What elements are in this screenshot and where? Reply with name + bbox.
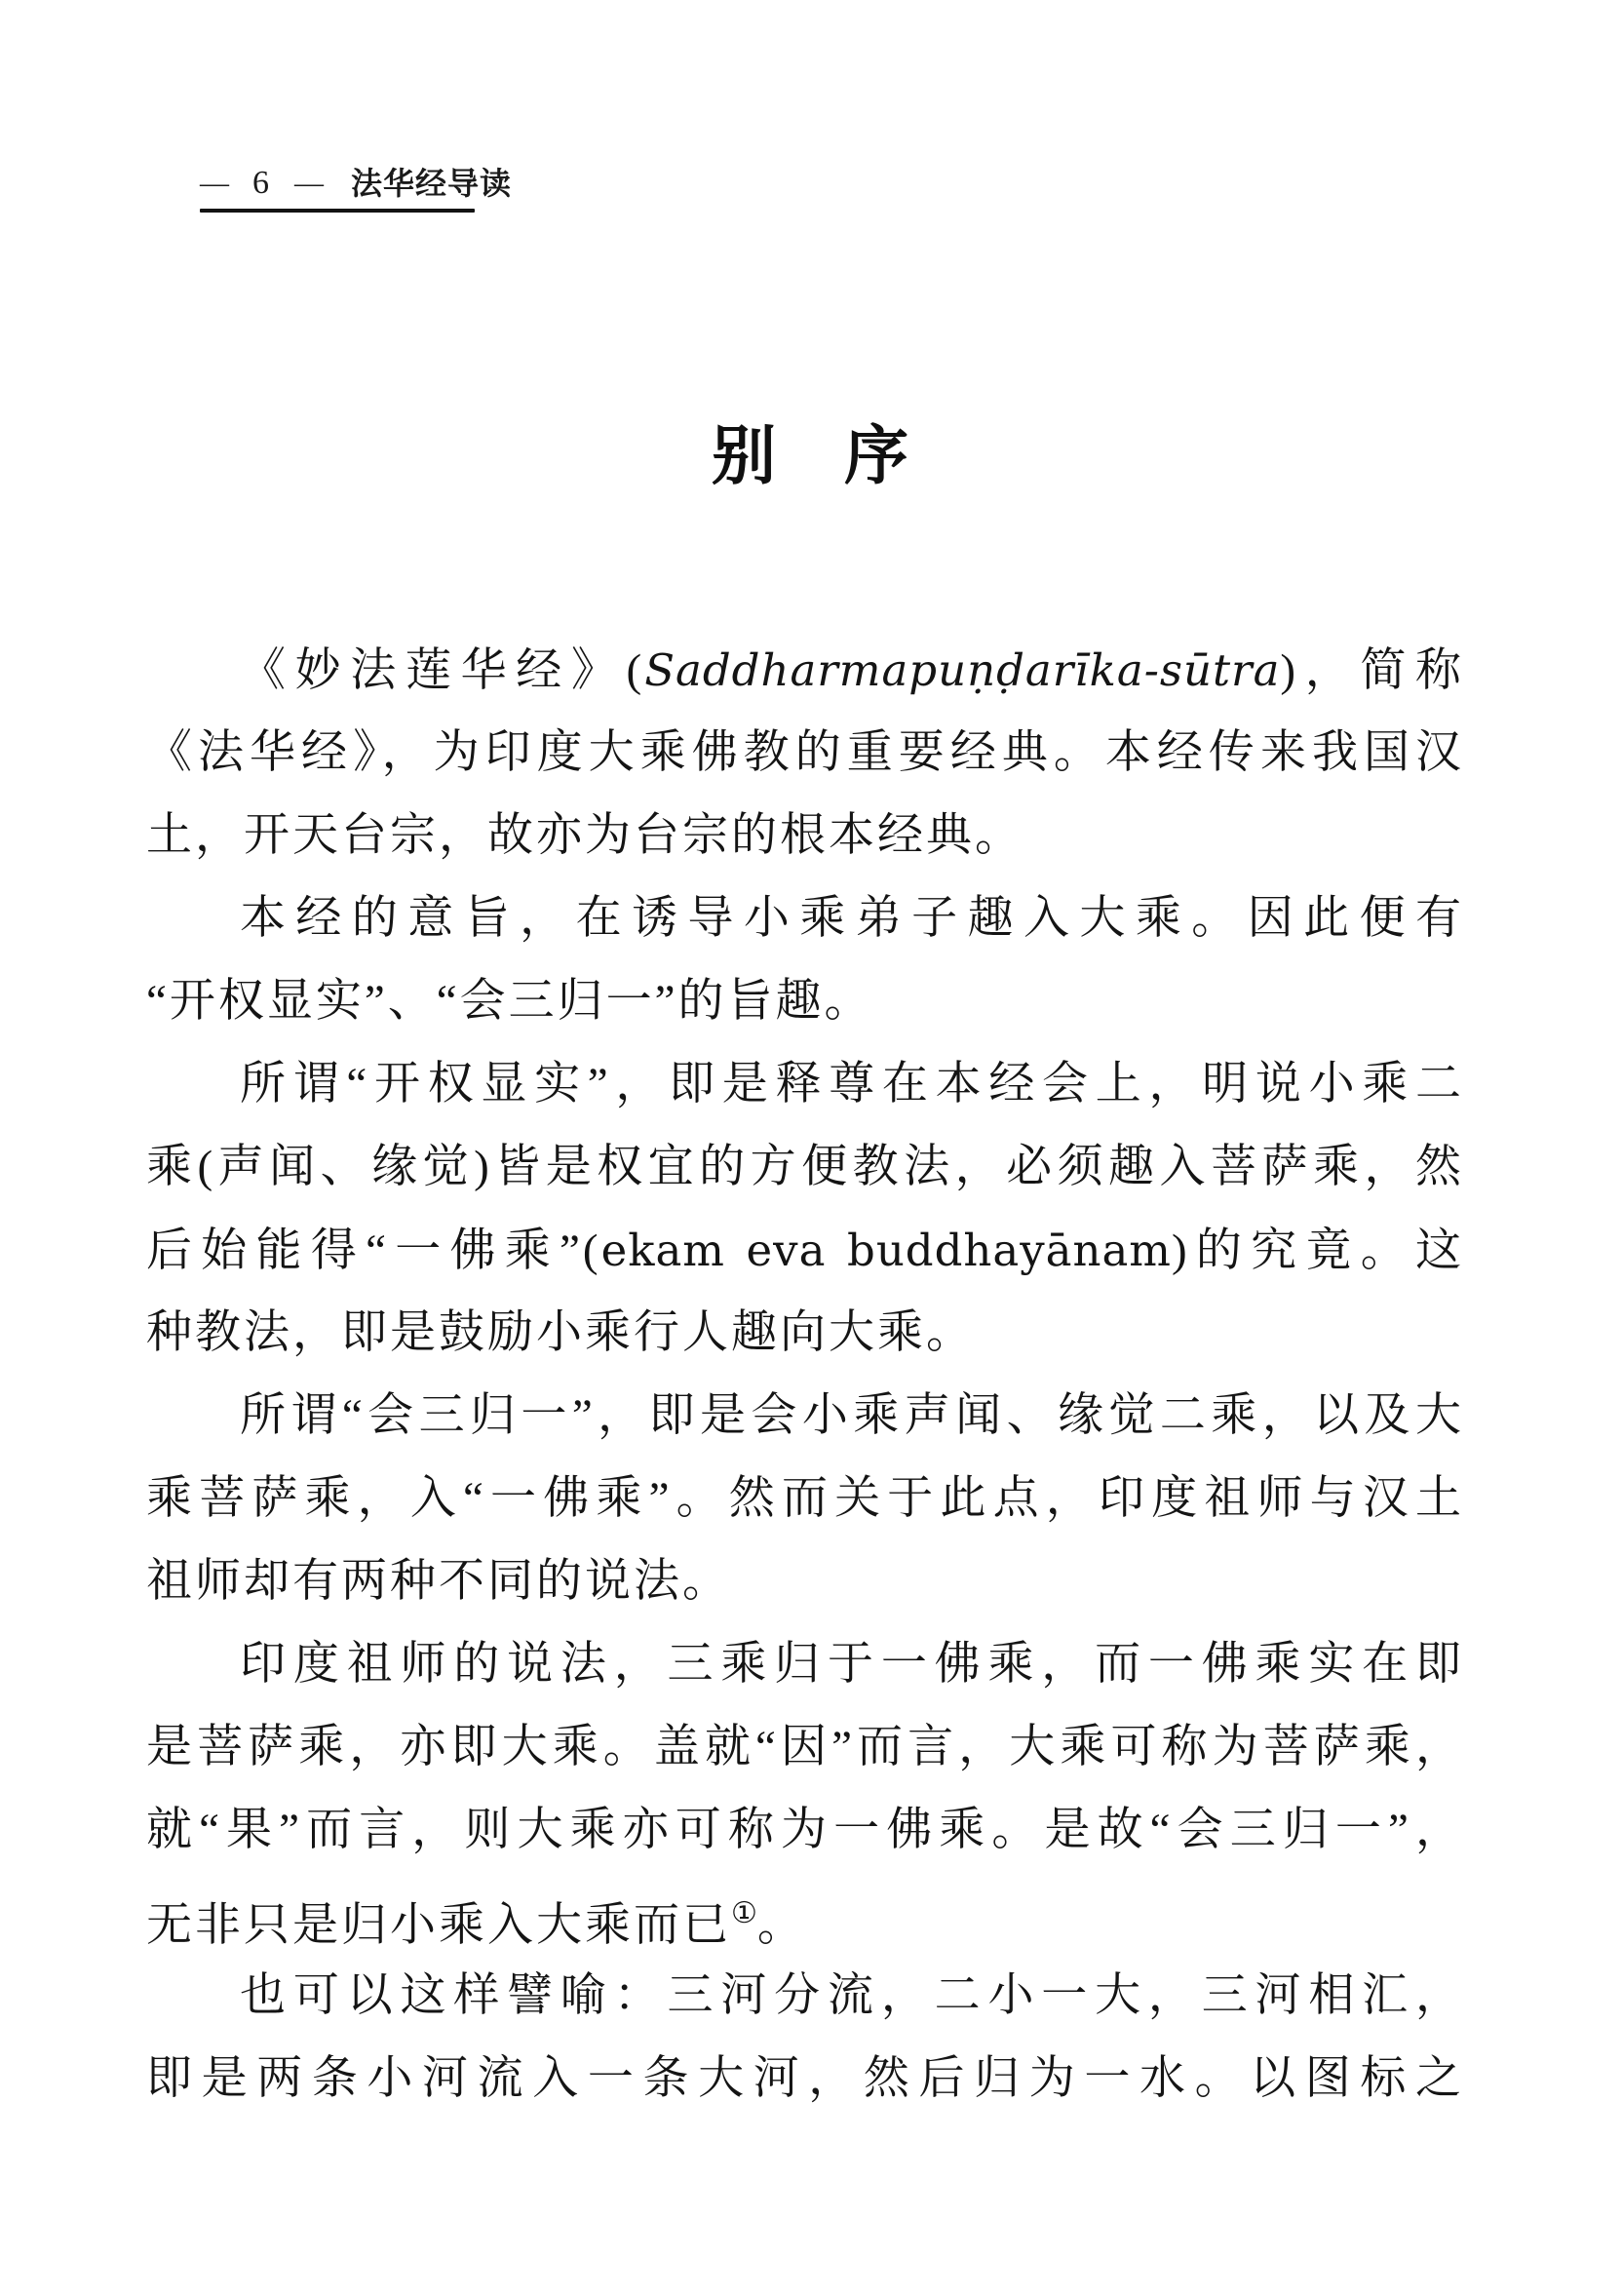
text-run: 印度祖师的说法，三乘归于一佛乘，而一佛乘实在即	[240, 1639, 1464, 1690]
text-line	[146, 877, 1464, 960]
text-line	[146, 1872, 1464, 1955]
page-number: 6	[252, 165, 269, 201]
text-line	[146, 1458, 1464, 1540]
text-run: 无非只是归小乘入大乘而已	[146, 1900, 731, 1951]
text-line	[146, 1043, 1464, 1126]
text-run: 所谓“开权显实”，即是释尊在本经会上，明说小乘二	[240, 1059, 1464, 1109]
text-line	[146, 1706, 1464, 1789]
text-line	[146, 1789, 1464, 1872]
text-run: 土，开天台宗，故亦为台宗的根本经典。	[146, 810, 1023, 861]
text-run: “开权显实”、“会三归一”的旨趣。	[146, 976, 873, 1027]
text-run: 。	[756, 1900, 806, 1951]
text-line	[146, 712, 1464, 795]
text-line	[146, 1292, 1464, 1375]
text-line	[146, 1209, 1464, 1292]
header-rule	[200, 209, 475, 213]
text-line	[146, 2038, 1464, 2121]
header-dash-right: —	[294, 167, 322, 199]
running-head	[200, 164, 513, 203]
sanskrit-romanization-italic: Saddharmapuṇḍarīka-sūtra	[644, 644, 1281, 696]
text-line	[146, 1375, 1464, 1458]
text-run: 也可以这样譬喻：三河分流，二小一大，三河相汇，	[240, 1970, 1464, 2021]
text-run: 后始能得“一佛乘”(	[146, 1226, 601, 1276]
text-line	[146, 1126, 1464, 1209]
text-run: 即是两条小河流入一条大河，然后归为一水。以图标之	[146, 2053, 1464, 2104]
text-line	[146, 1623, 1464, 1706]
text-run: 乘菩萨乘，入“一佛乘”。然而关于此点，印度祖师与汉土	[146, 1473, 1464, 1524]
text-run: )，简称	[1280, 645, 1465, 696]
text-line	[146, 1540, 1464, 1623]
text-line	[146, 1955, 1464, 2038]
sanskrit-romanization: ekam eva buddhayānam	[600, 1225, 1172, 1276]
text-run: 是菩萨乘，亦即大乘。盖就“因”而言，大乘可称为菩萨乘，	[146, 1722, 1464, 1772]
body-text	[146, 629, 1464, 2121]
running-title: 法华经导读	[351, 166, 513, 201]
text-run: 种教法，即是鼓励小乘行人趣向大乘。	[146, 1307, 975, 1358]
text-run: )的究竟。这	[1171, 1226, 1464, 1276]
text-run: 就“果”而言，则大乘亦可称为一佛乘。是故“会三归一”，	[146, 1805, 1464, 1855]
header-dash-left: —	[200, 167, 227, 199]
text-run: 本经的意旨，在诱导小乘弟子趣入大乘。因此便有	[240, 893, 1464, 944]
page-header	[200, 164, 513, 213]
text-run: 祖师却有两种不同的说法。	[146, 1556, 731, 1607]
text-line	[146, 960, 1464, 1043]
text-run: 《法华经》，为印度大乘佛教的重要经典。本经传来我国汉	[146, 727, 1464, 778]
chapter-title: 别 序	[712, 421, 910, 492]
text-run: 乘(声闻、缘觉)皆是权宜的方便教法，必须趣入菩萨乘，然	[146, 1142, 1464, 1192]
text-run: 《妙法莲华经》(	[240, 645, 645, 696]
footnote-marker: ①	[731, 1897, 757, 1929]
text-line	[146, 629, 1464, 712]
text-run: 所谓“会三归一”，即是会小乘声闻、缘觉二乘，以及大	[240, 1390, 1464, 1441]
text-line	[146, 795, 1464, 877]
